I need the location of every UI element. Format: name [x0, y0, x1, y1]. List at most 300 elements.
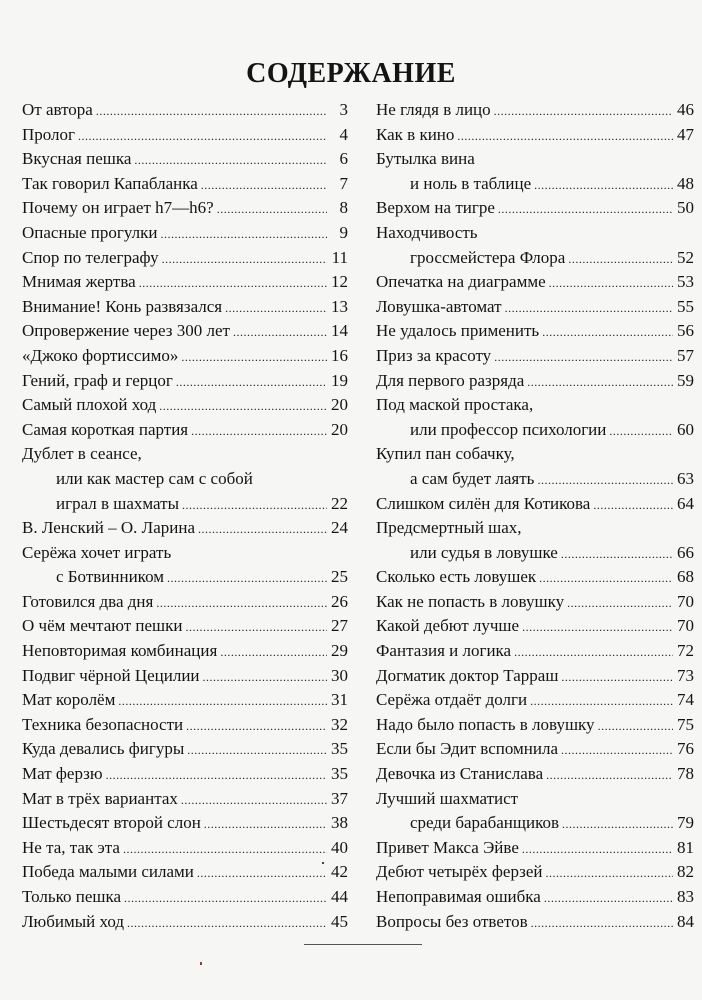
print-speck: [322, 862, 324, 864]
toc-entry-title: Догматик доктор Тарраш: [376, 665, 559, 685]
toc-entry-title: Почему он играет h7—h6?: [22, 198, 214, 218]
dot-leader: [197, 861, 327, 886]
dot-leader: [609, 419, 673, 444]
toc-entry: [22, 393, 348, 418]
footer-rule: [304, 944, 422, 945]
toc-entry-line: [22, 590, 348, 615]
toc-entry-title: Серёжа отдаёт долги: [376, 690, 528, 710]
dot-leader: [233, 320, 327, 345]
toc-entry-line: [22, 885, 348, 910]
toc-page-number: 59: [677, 370, 694, 390]
toc-entry: [22, 172, 348, 197]
toc-page-number: 37: [331, 788, 348, 808]
toc-entry: [22, 418, 348, 443]
toc-page-number: 6: [339, 149, 348, 169]
toc-entry: [22, 737, 348, 762]
toc-entry: [22, 196, 348, 221]
dot-leader: [567, 591, 673, 616]
toc-entry-line: [376, 467, 694, 492]
toc-page-number: 81: [677, 837, 694, 857]
toc-entry-title: Мат королём: [22, 690, 116, 710]
dot-leader: [494, 99, 673, 124]
toc-entry-line: [376, 221, 694, 246]
dot-leader: [561, 738, 673, 763]
dot-leader: [561, 665, 673, 690]
toc-page-number: 45: [331, 911, 348, 931]
toc-entry: [22, 885, 348, 910]
toc-entry: [376, 123, 694, 148]
toc-entry-title: или профессор психологии: [410, 419, 607, 439]
dot-leader: [498, 197, 673, 222]
toc-page-number: 24: [331, 518, 348, 538]
toc-page-number: 12: [331, 272, 348, 292]
toc-entry-line: [376, 369, 694, 394]
toc-entry-line: [22, 196, 348, 221]
toc-entry: [376, 614, 694, 639]
toc-entry-title: Фантазия и логика: [376, 641, 512, 661]
toc-entry: [376, 713, 694, 738]
toc-page-number: 35: [331, 764, 348, 784]
toc-entry-title: Сколько есть ловушек: [376, 567, 537, 587]
dot-leader: [160, 222, 327, 247]
toc-entry: [22, 787, 348, 812]
toc-entry: [376, 344, 694, 369]
toc-column-right: [376, 98, 694, 934]
toc-entry-line: [22, 295, 348, 320]
dot-leader: [568, 247, 673, 272]
dot-leader: [191, 419, 327, 444]
toc-entry: [376, 565, 694, 590]
page-title: СОДЕРЖАНИЕ: [246, 58, 456, 89]
toc-page-number: 60: [677, 419, 694, 439]
dot-leader: [159, 394, 327, 419]
toc-entry-line: [376, 688, 694, 713]
toc-entry-line: [376, 123, 694, 148]
toc-entry: [22, 369, 348, 394]
toc-entry: [22, 811, 348, 836]
toc-entry-line: [22, 639, 348, 664]
toc-page-number: 76: [677, 739, 694, 759]
toc-entry: [376, 295, 694, 320]
toc-entry-line: [22, 221, 348, 246]
toc-page-number: 25: [331, 567, 348, 587]
toc-entry-title: Неповторимая комбинация: [22, 641, 218, 661]
toc-entry-title: Спор по телеграфу: [22, 247, 159, 267]
toc-entry-title: с Ботвинником: [56, 567, 165, 587]
toc-entry-line: [376, 664, 694, 689]
toc-entry-title: Предсмертный шах,: [376, 518, 522, 538]
toc-entry: [22, 762, 348, 787]
toc-entry-line: [376, 737, 694, 762]
toc-entry: [22, 442, 348, 516]
toc-entry-line: [376, 885, 694, 910]
toc-entry-line: [22, 811, 348, 836]
dot-leader: [204, 812, 327, 837]
toc-entry-title: Только пешка: [22, 887, 122, 906]
toc-entry-title: а сам будет лаять: [410, 468, 535, 488]
toc-entry: [22, 541, 348, 590]
toc-entry-title: Опровержение через 300 лет: [22, 321, 230, 341]
toc-entry-title: Если бы Эдит вспомнила: [376, 739, 559, 759]
toc-entry-title: Любимый ход: [22, 911, 125, 931]
toc-page-number: 57: [677, 345, 694, 365]
dot-leader: [182, 493, 327, 518]
toc-entry-line: [376, 319, 694, 344]
toc-entry-title: среди барабанщиков: [410, 813, 560, 833]
toc-entry-title: Готовился два дня: [22, 591, 154, 611]
toc-entry: [376, 221, 694, 270]
toc-page-number: 35: [331, 739, 348, 759]
toc-page-number: 55: [677, 296, 694, 316]
toc-page-number: 47: [677, 124, 694, 144]
dot-leader: [522, 837, 673, 862]
toc-page-number: 52: [677, 247, 694, 267]
toc-entry: [376, 590, 694, 615]
toc-entry-line: [376, 344, 694, 369]
toc-page-number: 78: [677, 764, 694, 784]
toc-page-number: 4: [339, 124, 348, 144]
toc-entry-line: [22, 98, 348, 123]
dot-leader: [220, 640, 327, 665]
toc-entry-line: [376, 393, 694, 418]
toc-entry-title: Лучший шахматист: [376, 788, 519, 808]
toc-entry-line: [22, 344, 348, 369]
toc-entry-title: Девочка из Станислава: [376, 764, 544, 784]
toc-entry: [376, 688, 694, 713]
toc-entry: [22, 860, 348, 885]
toc-entry-title: Верхом на тигре: [376, 198, 495, 218]
toc-entry-title: или судья в ловушке: [410, 542, 558, 562]
toc-entry-line: [22, 319, 348, 344]
toc-entry-line: [22, 270, 348, 295]
toc-entry-title: Дебют четырёх ферзей: [376, 862, 543, 882]
toc-page-number: 38: [331, 813, 348, 833]
dot-leader: [514, 640, 673, 665]
toc-page-number: 40: [331, 837, 348, 857]
toc-entry-line: [22, 737, 348, 762]
print-speck: [200, 962, 202, 965]
toc-page-number: 73: [677, 665, 694, 685]
toc-page-number: 75: [677, 714, 694, 734]
toc-entry: [376, 885, 694, 910]
toc-page-number: 29: [331, 641, 348, 661]
dot-leader: [539, 566, 673, 591]
toc-entry: [22, 590, 348, 615]
toc-page-number: 46: [677, 100, 694, 119]
toc-entry: [22, 123, 348, 148]
toc-entry-line: [376, 418, 694, 443]
toc-entry-title: Надо было попасть в ловушку: [376, 714, 595, 734]
toc-page-number: 27: [331, 616, 348, 636]
toc-entry-line: [22, 492, 348, 517]
toc-page-number: 50: [677, 198, 694, 218]
toc-page-number: 26: [331, 591, 348, 611]
toc-entry: [22, 664, 348, 689]
toc-page-number: 53: [677, 272, 694, 292]
dot-leader: [181, 788, 327, 813]
toc-entry: [22, 147, 348, 172]
toc-entry: [376, 762, 694, 787]
toc-entry-title: Вопросы без ответов: [376, 911, 528, 931]
toc-entry-title: играл в шахматы: [56, 493, 180, 513]
toc-entry-line: [376, 762, 694, 787]
toc-entry: [22, 713, 348, 738]
toc-entry: [22, 516, 348, 541]
toc-entry-line: [22, 860, 348, 885]
toc-entry-title: Не глядя в лицо: [376, 100, 491, 119]
toc-entry-title: Для первого разряда: [376, 370, 525, 390]
toc-page-number: 70: [677, 591, 694, 611]
toc-entry-line: [22, 762, 348, 787]
toc-entry: [376, 836, 694, 861]
toc-entry-title: Мат в трёх вариантах: [22, 788, 178, 808]
toc-entry: [376, 787, 694, 836]
toc-entry-title: Мат ферзю: [22, 764, 103, 784]
toc-entry-line: [376, 196, 694, 221]
dot-leader: [531, 911, 673, 936]
toc-entry-title: Самая короткая партия: [22, 419, 189, 439]
dot-leader: [527, 370, 673, 395]
toc-page-number: 3: [339, 100, 348, 119]
toc-entry-line: [22, 467, 348, 492]
toc-entry-line: [376, 639, 694, 664]
dot-leader: [494, 345, 673, 370]
toc-entry: [22, 344, 348, 369]
toc-entry-title: Не удалось применить: [376, 321, 540, 341]
toc-page-number: 42: [331, 862, 348, 882]
toc-entry: [376, 147, 694, 196]
toc-entry: [22, 319, 348, 344]
toc-page-number: 16: [331, 345, 348, 365]
toc-entry-line: [376, 295, 694, 320]
toc-entry-line: [376, 541, 694, 566]
toc-entry-line: [376, 590, 694, 615]
toc-entry-title: Внимание! Конь развязался: [22, 296, 223, 316]
dot-leader: [78, 124, 327, 149]
dot-leader: [124, 886, 327, 911]
dot-leader: [118, 689, 327, 714]
toc-entry-line: [376, 565, 694, 590]
toc-entry-line: [376, 910, 694, 935]
toc-page-number: 79: [677, 813, 694, 833]
toc-page-number: 19: [331, 370, 348, 390]
dot-leader: [96, 99, 327, 124]
toc-column-left: [22, 98, 348, 934]
toc-entry-title: Куда девались фигуры: [22, 739, 185, 759]
dot-leader: [201, 173, 327, 198]
toc-page-number: 72: [677, 641, 694, 661]
toc-entry: [22, 98, 348, 123]
toc-page-number: 68: [677, 567, 694, 587]
dot-leader: [162, 247, 327, 272]
toc-entry-title: Техника безопасности: [22, 714, 184, 734]
toc-entry: [376, 442, 694, 491]
dot-leader: [217, 197, 327, 222]
toc-entry: [22, 910, 348, 935]
toc-entry: [22, 246, 348, 271]
toc-entry-title: О чём мечтают пешки: [22, 616, 183, 636]
toc-entry: [22, 688, 348, 713]
dot-leader: [187, 738, 327, 763]
toc-entry: [376, 910, 694, 935]
toc-entry-line: [22, 369, 348, 394]
toc-entry: [376, 860, 694, 885]
toc-entry-title: Бутылка вина: [376, 149, 475, 169]
toc-entry: [22, 614, 348, 639]
toc-entry-line: [376, 836, 694, 861]
toc-entry-line: [376, 811, 694, 836]
toc-entry-title: «Джоко фортиссимо»: [22, 345, 179, 365]
toc-entry: [376, 492, 694, 517]
toc-entry-line: [22, 516, 348, 541]
dot-leader: [593, 493, 673, 518]
toc-entry-title: Пролог: [22, 124, 76, 144]
toc-entry-line: [22, 664, 348, 689]
toc-entry-title: Не та, так эта: [22, 837, 120, 857]
toc-entry: [22, 836, 348, 861]
dot-leader: [549, 271, 673, 296]
toc-entry-title: От автора: [22, 100, 93, 119]
dot-leader: [139, 271, 327, 296]
toc-entry-line: [22, 418, 348, 443]
dot-leader: [534, 173, 673, 198]
dot-leader: [167, 566, 327, 591]
dot-leader: [198, 517, 327, 542]
dot-leader: [561, 542, 673, 567]
toc-entry-title: Как не попасть в ловушку: [376, 591, 565, 611]
toc-entry-line: [376, 516, 694, 541]
toc-entry: [22, 295, 348, 320]
toc-entry-title: Шестьдесят второй слон: [22, 813, 201, 833]
toc-entry-line: [376, 614, 694, 639]
toc-entry-line: [22, 787, 348, 812]
toc-entry: [376, 369, 694, 394]
dot-leader: [186, 714, 327, 739]
toc-entry: [376, 639, 694, 664]
dot-leader: [562, 812, 673, 837]
dot-leader: [176, 370, 327, 395]
toc-page-number: 9: [339, 222, 348, 242]
toc-entry-title: Ловушка-автомат: [376, 296, 502, 316]
toc-entry-line: [376, 270, 694, 295]
toc-entry-line: [376, 442, 694, 467]
toc-entry-title: Опасные прогулки: [22, 222, 158, 242]
toc-entry-line: [22, 246, 348, 271]
toc-entry: [376, 98, 694, 123]
toc-entry-line: [376, 860, 694, 885]
dot-leader: [203, 665, 327, 690]
toc-entry-title: Приз за красоту: [376, 345, 492, 365]
toc-entry-line: [22, 836, 348, 861]
toc-entry-title: Как в кино: [376, 124, 455, 144]
toc-entry-line: [22, 614, 348, 639]
toc-page-number: 70: [677, 616, 694, 636]
toc-entry-title: Серёжа хочет играть: [22, 542, 172, 562]
toc-page-number: 44: [331, 887, 348, 906]
toc-entry-title: Дублет в сеансе,: [22, 444, 142, 464]
toc-entry: [376, 319, 694, 344]
dot-leader: [123, 837, 327, 862]
dot-leader: [505, 296, 673, 321]
dot-leader: [225, 296, 327, 321]
dot-leader: [542, 320, 673, 345]
dot-leader: [186, 615, 328, 640]
toc-page-number: 66: [677, 542, 694, 562]
toc-page-number: 11: [331, 247, 348, 267]
toc-entry-title: или как мастер сам с собой: [56, 468, 253, 488]
dot-leader: [134, 148, 327, 173]
toc-entry-line: [22, 123, 348, 148]
dot-leader: [127, 911, 327, 936]
toc-entry-line: [22, 565, 348, 590]
toc-entry-line: [376, 787, 694, 812]
toc-entry-line: [376, 246, 694, 271]
toc-entry-line: [22, 393, 348, 418]
toc-page-number: 83: [677, 887, 694, 906]
toc-page-number: 84: [677, 911, 694, 931]
dot-leader: [546, 861, 673, 886]
toc-entry-title: Подвиг чёрной Цецилии: [22, 665, 200, 685]
toc-entry: [376, 196, 694, 221]
toc-entry-title: Гений, граф и герцог: [22, 370, 173, 390]
dot-leader: [546, 763, 673, 788]
dot-leader: [544, 886, 673, 911]
dot-leader: [457, 124, 673, 149]
toc-entry-line: [376, 492, 694, 517]
toc-entry-title: В. Ленский – О. Ларина: [22, 518, 195, 538]
toc-page-number: 20: [331, 395, 348, 415]
toc-entry-title: Купил пан собачку,: [376, 444, 515, 464]
toc-entry-title: и ноль в таблице: [410, 173, 532, 193]
toc-page-number: 13: [331, 296, 348, 316]
toc-page-number: 30: [331, 665, 348, 685]
toc-entry-line: [22, 688, 348, 713]
toc-entry-line: [22, 910, 348, 935]
toc-page-number: 82: [677, 862, 694, 882]
toc-entry: [376, 737, 694, 762]
toc-entry-line: [22, 713, 348, 738]
toc-entry-line: [376, 713, 694, 738]
toc-entry-line: [376, 147, 694, 172]
toc-entry-title: Какой дебют лучше: [376, 616, 520, 636]
toc-entry: [22, 270, 348, 295]
toc-entry-line: [22, 147, 348, 172]
dot-leader: [156, 591, 327, 616]
toc-entry-title: Непоправимая ошибка: [376, 887, 541, 906]
toc-entry: [376, 270, 694, 295]
toc-entry-title: Мнимая жертва: [22, 272, 136, 292]
toc-entry: [376, 664, 694, 689]
toc-entry-line: [376, 98, 694, 123]
toc-entry-title: гроссмейстера Флора: [410, 247, 566, 267]
toc-page-number: 20: [331, 419, 348, 439]
toc-page-number: 31: [331, 690, 348, 710]
toc-entry-title: Под маской простака,: [376, 395, 534, 415]
dot-leader: [522, 615, 673, 640]
toc-entry-line: [22, 442, 348, 467]
toc-page-number: 14: [331, 321, 348, 341]
toc-entry: [376, 516, 694, 565]
toc-entry-line: [22, 541, 348, 566]
toc-entry-title: Привет Макса Эйве: [376, 837, 519, 857]
toc-page-number: 74: [677, 690, 694, 710]
toc-entry-title: Опечатка на диаграмме: [376, 272, 546, 292]
toc-entry-line: [376, 172, 694, 197]
toc-entry: [376, 393, 694, 442]
toc-entry: [22, 639, 348, 664]
dot-leader: [181, 345, 327, 370]
toc-entry-title: Слишком силён для Котикова: [376, 493, 591, 513]
